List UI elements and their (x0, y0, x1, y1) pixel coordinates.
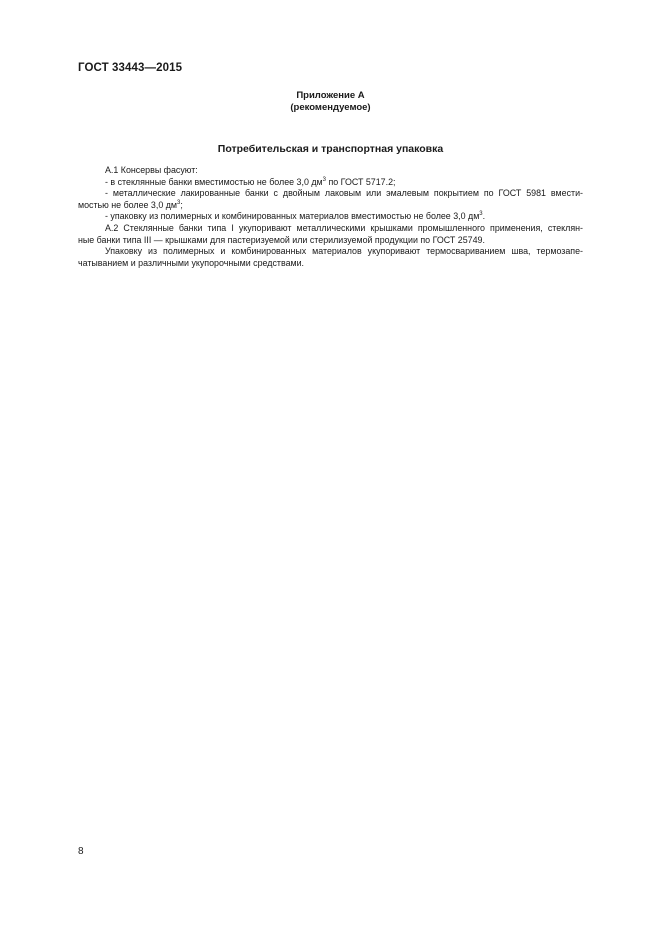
list-item-polymer-packaging (78, 211, 583, 223)
superscript: 3 (322, 176, 326, 183)
paragraph-a1-intro: А.1 Консервы фасуют: (105, 165, 198, 175)
paragraph-a3-line1: Упаковку из полимерных и комбинированных материалов укупоривают термосвариванием шва, термозапе- (105, 246, 583, 257)
list-item-text: - в стеклянные банки вместимостью не более 3,0 дм (105, 176, 323, 187)
list-item-text: по ГОСТ 5717.2; (325, 176, 396, 187)
page-number: 8 (78, 846, 84, 857)
section-title: Потребительская и транспортная упаковка (217, 143, 444, 155)
document-header-id: ГОСТ 33443—2015 (78, 62, 183, 74)
list-item-metal-cans-line1: - металлические лакированные банки с двойным лаковым или эмалевым покрытием по ГОСТ 5981 вмести- (105, 188, 583, 199)
list-item-metal-cans-line2 (78, 200, 583, 212)
annex-title: Приложение А (296, 90, 365, 101)
paragraph-a2-line2: ные банки типа III — крышками для пастеризуемой или стерилизуемой продукции по ГОСТ 25749. (78, 234, 485, 245)
annex-status: (рекомендуемое) (290, 102, 371, 113)
superscript: 3 (177, 199, 181, 206)
list-item-text: . (482, 211, 486, 222)
paragraph-a2-line1: А.2 Стеклянные банки типа I укупоривают металлическими крышками промышленного применения, стеклян- (105, 222, 583, 233)
list-item-text: ; (180, 199, 183, 210)
document-body (78, 165, 583, 269)
list-item-text: мостью не более 3,0 дм (78, 199, 178, 210)
annex-heading (0, 90, 661, 114)
paragraph-a3-line2: чатыванием и различными укупорочными средствами. (78, 257, 305, 268)
list-item-glass-jars (78, 177, 583, 189)
superscript: 3 (479, 211, 483, 218)
list-item-text: - упаковку из полимерных и комбинированных материалов вместимостью не более 3,0 дм (105, 211, 480, 222)
